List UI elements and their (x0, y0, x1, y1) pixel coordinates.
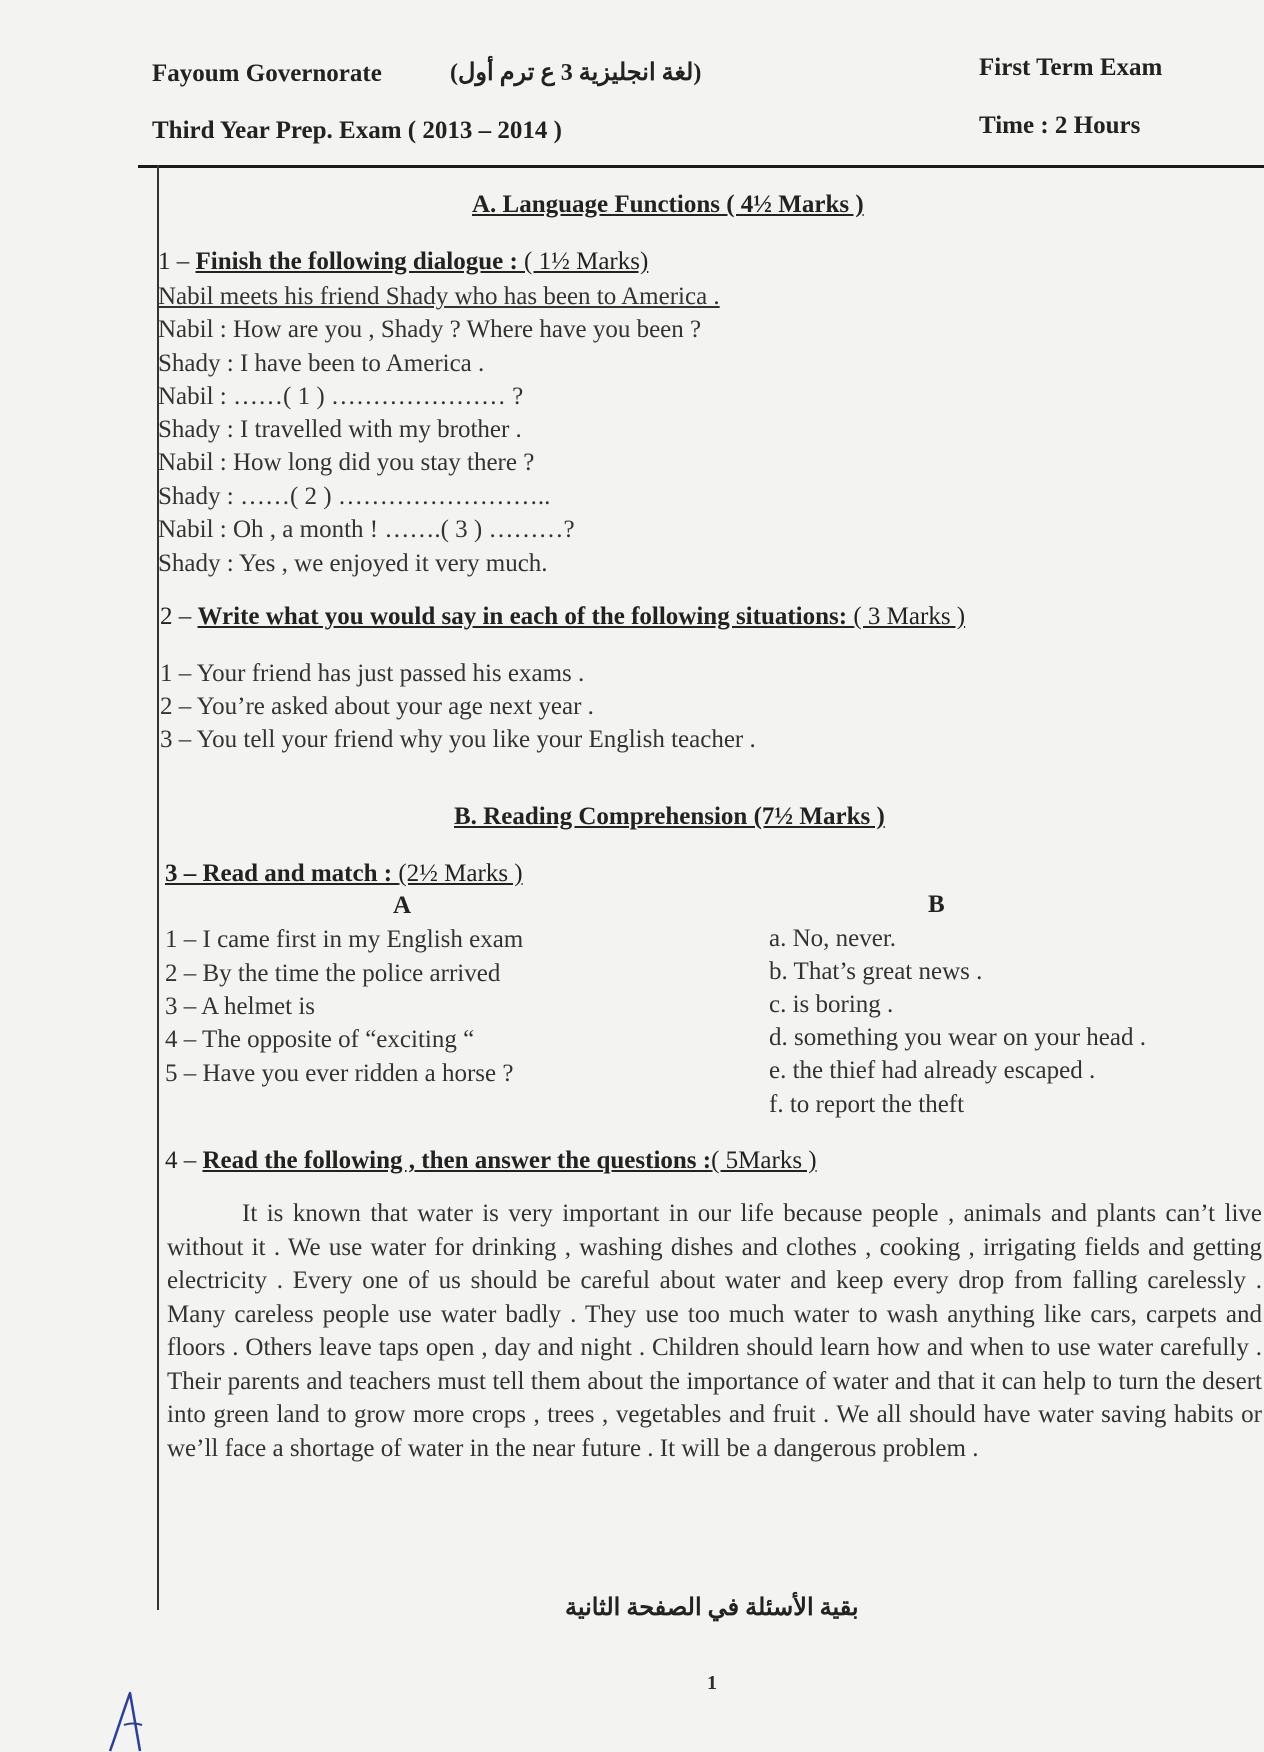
q2-prefix: 2 – (160, 603, 198, 630)
q4-title: Read the following , then answer the questions : (202, 1147, 712, 1174)
q4-marks: ( 5Marks ) (711, 1147, 817, 1174)
dialogue-line: Shady : I have been to America . (158, 350, 485, 377)
match-a-item: 2 – By the time the police arrived (165, 960, 501, 987)
dialogue-intro: Nabil meets his friend Shady who has been to America . (158, 283, 720, 310)
dialogue-line: Shady : ……( 2 ) …………………….. (158, 483, 551, 510)
q1-title: Finish the following dialogue : (195, 248, 525, 275)
section-a-title: A. Language Functions ( 4½ Marks ) (472, 191, 864, 218)
match-a-item: 1 – I came first in my English exam (165, 926, 524, 953)
q2-title: Write what you would say in each of the following situations: (197, 603, 854, 630)
page-number: 1 (707, 1672, 717, 1694)
situation-item: 2 – You’re asked about your age next year . (160, 693, 594, 720)
match-b-item: f. to report the theft (769, 1091, 965, 1118)
dialogue-line: Nabil : How long did you stay there ? (158, 449, 535, 476)
dialogue-line: Shady : I travelled with my brother . (158, 416, 522, 443)
q3-marks: (2½ Marks ) (398, 860, 523, 887)
reading-passage: It is known that water is very important in our life because people , animals and plants can’t live without it . We use water for drinking , washing dishes and clothes , cooking , irrigating fields and getting electricity . Every one of us should be careful about water and keep every drop from falling carelessly . Many careless people use water badly . They use too much water to wash anything like cars, carpets and floors . Others leave taps open , day and night . Children should learn how and when to use water carefully . Their parents and teachers must tell them about the importance of water and that it can help to turn the desert into green land to grow more crops , trees , vegetables and fruit . We all should have water saving habits or we’ll face a shortage of water in the near future . It will be a dangerous problem . (167, 1200, 1262, 1462)
match-b-item: b. That’s great news . (769, 958, 983, 985)
year-line-label: Third Year Prep. Exam ( 2013 – 2014 ) (152, 117, 562, 144)
match-b-item: e. the thief had already escaped . (769, 1057, 1096, 1084)
q2-marks: ( 3 Marks ) (853, 603, 966, 630)
match-b-item: d. something you wear on your head . (769, 1024, 1147, 1051)
governorate-label: Fayoum Governorate (152, 60, 382, 87)
q3-title: 3 – Read and match : (165, 860, 399, 887)
dialogue-line: Nabil : Oh , a month ! …….( 3 ) ………? (158, 516, 575, 543)
match-a-item: 5 – Have you ever ridden a horse ? (165, 1060, 514, 1087)
exam-name-label: First Term Exam (979, 54, 1163, 81)
pen-mark-icon (100, 1685, 160, 1752)
situation-item: 1 – Your friend has just passed his exams . (160, 660, 585, 687)
q4-heading (165, 1147, 817, 1175)
continue-note: بقية الأسئلة في الصفحة الثانية (565, 1595, 859, 1621)
arabic-subject-label: (لغة انجليزية 3 ع ترم أول) (450, 60, 702, 86)
dialogue-line: Nabil : ……( 1 ) ………………… ? (158, 383, 524, 410)
match-b-item: c. is boring . (769, 991, 894, 1018)
q1-marks: ( 1½ Marks) (524, 248, 649, 275)
q3-heading (165, 860, 523, 888)
q2-heading (160, 603, 965, 631)
match-a-item: 4 – The opposite of “exciting “ (165, 1026, 475, 1053)
left-margin-line (157, 165, 159, 1610)
q1-prefix: 1 – (158, 248, 196, 275)
header-divider (138, 165, 1264, 168)
dialogue-line: Nabil : How are you , Shady ? Where have you been ? (158, 316, 702, 343)
q4-prefix: 4 – (165, 1147, 203, 1174)
column-b-heading: B (928, 891, 945, 918)
q1-heading (158, 248, 648, 276)
match-a-item: 3 – A helmet is (165, 993, 315, 1020)
situation-item: 3 – You tell your friend why you like your English teacher . (160, 726, 756, 753)
column-a-heading: A (393, 892, 412, 919)
time-label: Time : 2 Hours (979, 112, 1141, 139)
match-b-item: a. No, never. (769, 925, 897, 952)
dialogue-line: Shady : Yes , we enjoyed it very much. (158, 550, 548, 577)
section-b-title: B. Reading Comprehension (7½ Marks ) (454, 803, 885, 830)
